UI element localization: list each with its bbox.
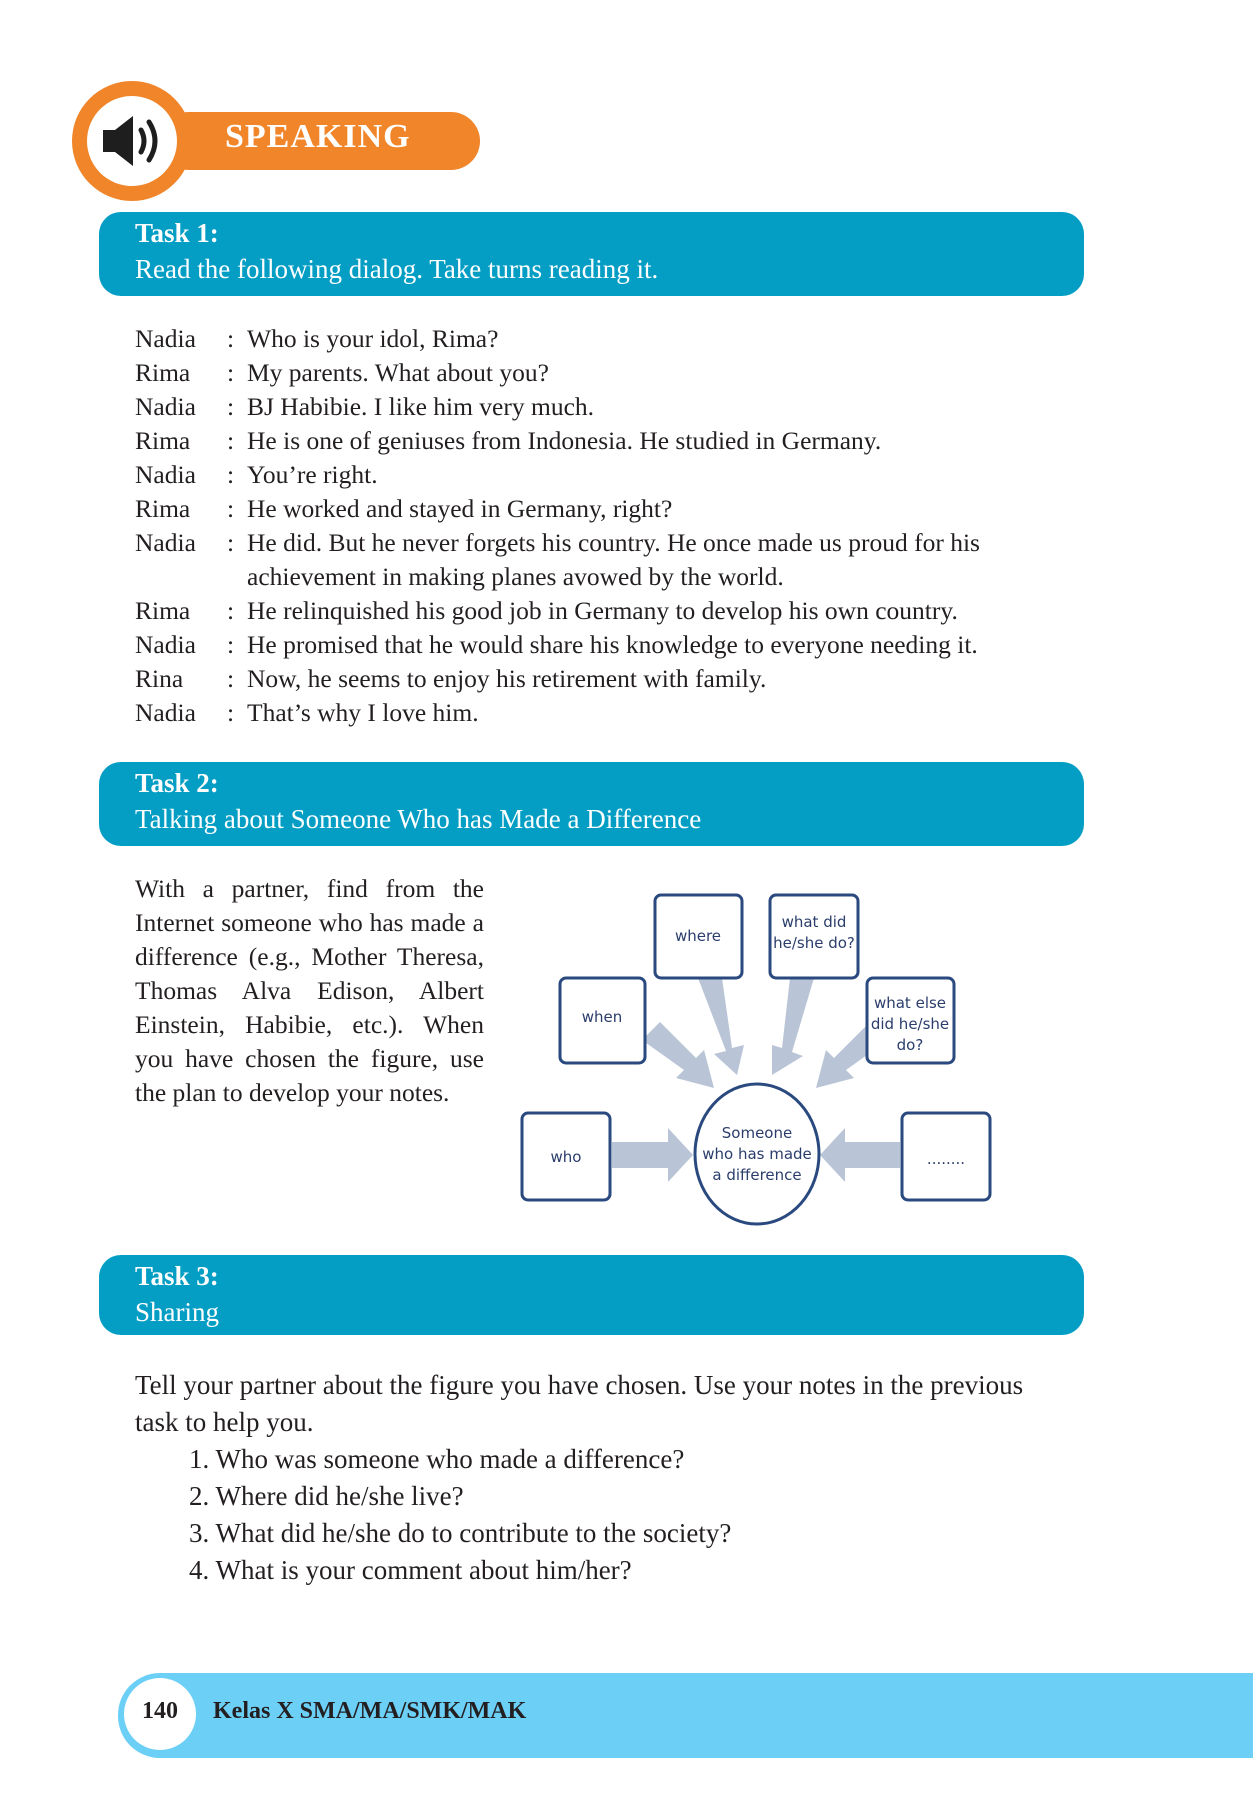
dialog-text: He did. But he never forgets his country. He once made us proud for his achievement in making planes avowed by the world. bbox=[247, 528, 980, 591]
task3-title: Task 3: bbox=[135, 1261, 219, 1291]
dialog-line bbox=[135, 526, 1057, 594]
task2-subtitle: Talking about Someone Who has Made a Difference bbox=[135, 804, 702, 834]
task3-questions bbox=[189, 1441, 731, 1589]
dialog-line bbox=[135, 424, 1057, 458]
dialog-line bbox=[135, 628, 1057, 662]
task1-title: Task 1: bbox=[135, 218, 219, 248]
arrow-what-did bbox=[772, 978, 814, 1075]
label-when: when bbox=[581, 1008, 623, 1026]
dialog-line bbox=[135, 322, 1057, 356]
speaker: Nadia bbox=[135, 630, 196, 659]
speaker: Nadia bbox=[135, 698, 196, 727]
separator: : bbox=[227, 426, 235, 455]
dialog-line bbox=[135, 594, 1057, 628]
task2-header bbox=[99, 762, 1084, 846]
speaker: Rima bbox=[135, 358, 191, 387]
label-who: who bbox=[550, 1148, 582, 1166]
task3-intro: Tell your partner about the figure you have chosen. Use your notes in the previous task to help you. bbox=[135, 1370, 1024, 1437]
label-center-3: a difference bbox=[712, 1166, 802, 1184]
dialog-text: He worked and stayed in Germany, right? bbox=[247, 494, 673, 523]
speaker-icon bbox=[87, 96, 177, 186]
dialog-line bbox=[135, 662, 1057, 696]
label-what-did-2: he/she do? bbox=[773, 934, 855, 952]
task1-header bbox=[99, 212, 1084, 296]
speaker: Nadia bbox=[135, 324, 196, 353]
dialog-text: My parents. What about you? bbox=[247, 358, 549, 387]
separator: : bbox=[227, 664, 235, 693]
label-blank: ........ bbox=[926, 1150, 966, 1168]
dialog-text: You’re right. bbox=[247, 460, 378, 489]
label-center-2: who has made bbox=[702, 1145, 812, 1163]
dialog-line bbox=[135, 458, 1057, 492]
dialog-text: Now, he seems to enjoy his retirement with family. bbox=[247, 664, 767, 693]
dialog-text: BJ Habibie. I like him very much. bbox=[247, 392, 595, 421]
task2-instructions: With a partner, find from the Internet someone who has made a difference (e.g., Mother Theresa, Thomas Alva Edison, Albert Einstein, Habibie, etc.). When you have chosen the figure, use the plan to develop your notes. bbox=[135, 874, 484, 1107]
separator: : bbox=[227, 460, 235, 489]
section-title: SPEAKING bbox=[225, 118, 411, 155]
task3-header bbox=[99, 1255, 1084, 1335]
separator: : bbox=[227, 698, 235, 727]
label-what-else-1: what else bbox=[873, 994, 947, 1012]
arrow-who bbox=[612, 1128, 693, 1182]
label-where: where bbox=[674, 927, 722, 945]
question: 2. Where did he/she live? bbox=[189, 1481, 464, 1511]
dialog bbox=[135, 322, 1057, 730]
label-what-else-2: did he/she bbox=[870, 1015, 950, 1033]
speaker: Nadia bbox=[135, 460, 196, 489]
page-number: 140 bbox=[142, 1698, 178, 1724]
book-title: Kelas X SMA/MA/SMK/MAK bbox=[213, 1698, 527, 1724]
separator: : bbox=[227, 596, 235, 625]
question: 4. What is your comment about him/her? bbox=[189, 1555, 632, 1585]
speaker: Rina bbox=[135, 664, 184, 693]
label-center-1: Someone bbox=[721, 1124, 793, 1142]
task3-subtitle: Sharing bbox=[135, 1297, 219, 1327]
arrow-blank bbox=[820, 1128, 900, 1182]
separator: : bbox=[227, 494, 235, 523]
speaker: Rima bbox=[135, 426, 191, 455]
arrow-when bbox=[642, 1022, 714, 1088]
mind-map-diagram bbox=[500, 870, 1120, 1250]
speaker: Rima bbox=[135, 596, 191, 625]
dialog-text: That’s why I love him. bbox=[247, 698, 479, 727]
question: 3. What did he/she do to contribute to the society? bbox=[189, 1518, 732, 1548]
question: 1. Who was someone who made a difference? bbox=[189, 1444, 685, 1474]
dialog-line bbox=[135, 696, 1057, 730]
dialog-text: He is one of geniuses from Indonesia. He studied in Germany. bbox=[247, 426, 882, 455]
speaker: Nadia bbox=[135, 528, 196, 557]
speaker-icon-circle bbox=[87, 96, 177, 186]
separator: : bbox=[227, 392, 235, 421]
label-what-did-1: what did bbox=[781, 913, 847, 931]
dialog-line bbox=[135, 356, 1057, 390]
speaker: Rima bbox=[135, 494, 191, 523]
dialog-line bbox=[135, 390, 1057, 424]
speaker: Nadia bbox=[135, 392, 196, 421]
dialog-text: He promised that he would share his knowledge to everyone needing it. bbox=[247, 630, 978, 659]
separator: : bbox=[227, 358, 235, 387]
separator: : bbox=[227, 630, 235, 659]
dialog-line bbox=[135, 492, 1057, 526]
task1-subtitle: Read the following dialog. Take turns reading it. bbox=[135, 254, 659, 284]
task2-title: Task 2: bbox=[135, 768, 219, 798]
label-what-else-2: do? bbox=[896, 1036, 924, 1054]
separator: : bbox=[227, 324, 235, 353]
separator: : bbox=[227, 528, 235, 557]
dialog-text: He relinquished his good job in Germany to develop his own country. bbox=[247, 596, 958, 625]
dialog-text: Who is your idol, Rima? bbox=[247, 324, 499, 353]
